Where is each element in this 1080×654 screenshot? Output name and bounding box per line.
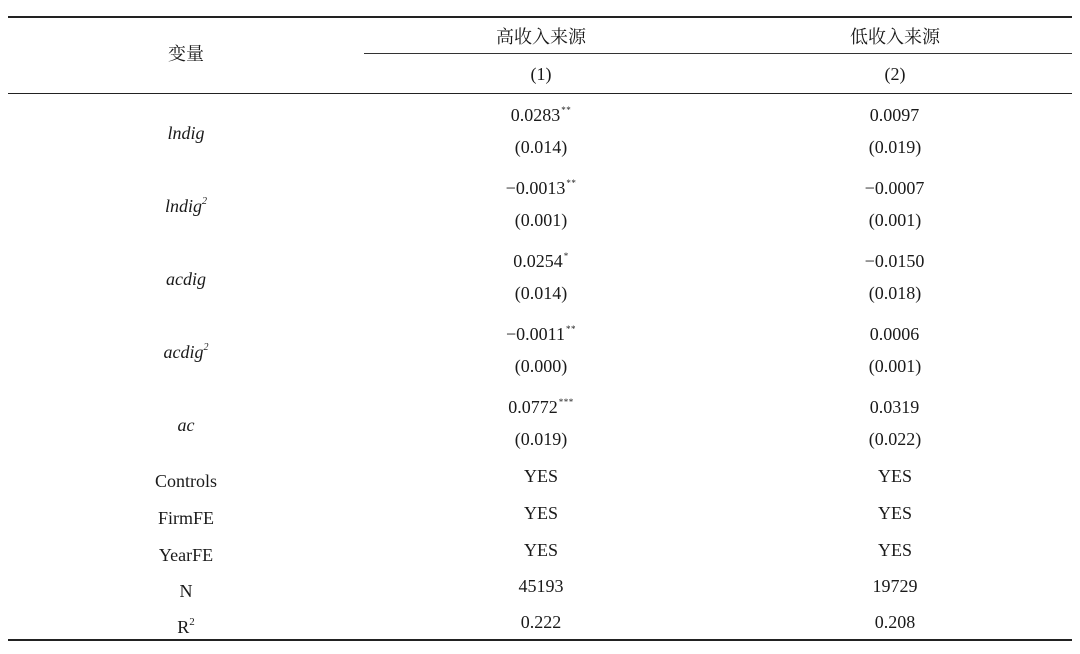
coef-cell: 0.0097 [869, 105, 920, 125]
top-rule [8, 16, 1072, 18]
se-cell: (0.019) [514, 429, 568, 449]
se-cell: (0.014) [514, 137, 568, 157]
header-col2-number: (2) [884, 64, 906, 84]
se-cell: (0.001) [868, 210, 922, 230]
coef-cell: −0.0011** [506, 324, 576, 344]
se-cell: (0.001) [868, 356, 922, 376]
regression-table [8, 16, 1072, 642]
coef-cell: −0.0013** [505, 178, 577, 198]
se-cell: (0.022) [868, 429, 922, 449]
stat-row-label: FirmFE [157, 508, 214, 528]
header-bottom-rule [8, 93, 1072, 94]
coef-cell: −0.0007 [864, 178, 925, 198]
coef-cell: 0.0319 [869, 397, 920, 417]
stat-cell: YES [877, 540, 912, 560]
coef-cell: 0.0283** [510, 105, 572, 125]
se-cell: (0.018) [868, 283, 922, 303]
stat-cell: 45193 [518, 576, 564, 596]
header-col1-group: 高收入来源 [496, 27, 586, 47]
header-col1-number: (1) [530, 64, 552, 84]
row-label: ac [177, 415, 195, 435]
row-label: acdig$^2$ [163, 342, 209, 362]
stat-cell: YES [523, 503, 558, 523]
stat-row-label: N [179, 581, 193, 601]
se-cell: (0.014) [514, 283, 568, 303]
coef-cell: 0.0772*** [508, 397, 574, 417]
row-label: lndig [167, 123, 205, 143]
stat-cell: 0.222 [520, 612, 562, 632]
row-label: lndig$^2$ [164, 196, 207, 216]
stat-row-label: YearFE [158, 545, 214, 565]
coef-cell: 0.0254* [513, 251, 569, 271]
se-cell: (0.019) [868, 137, 922, 157]
se-cell: (0.001) [514, 210, 568, 230]
stat-cell: YES [877, 503, 912, 523]
stat-cell: YES [877, 466, 912, 486]
stat-cell: 19729 [872, 576, 918, 596]
row-label: acdig [166, 269, 206, 289]
stat-row-label: Controls [154, 471, 217, 491]
bottom-rule [8, 639, 1072, 641]
header-sub-rule [364, 53, 1072, 54]
stat-cell: YES [523, 540, 558, 560]
stat-row-label: $R^2$ [177, 616, 195, 637]
header-col2-group: 低收入来源 [850, 27, 940, 47]
se-cell: (0.000) [514, 356, 568, 376]
coef-cell: −0.0150 [864, 251, 925, 271]
stat-cell: YES [523, 466, 558, 486]
coef-cell: 0.0006 [869, 324, 920, 344]
stat-cell: 0.208 [874, 612, 916, 632]
header-variable-label: 变量 [168, 44, 204, 64]
